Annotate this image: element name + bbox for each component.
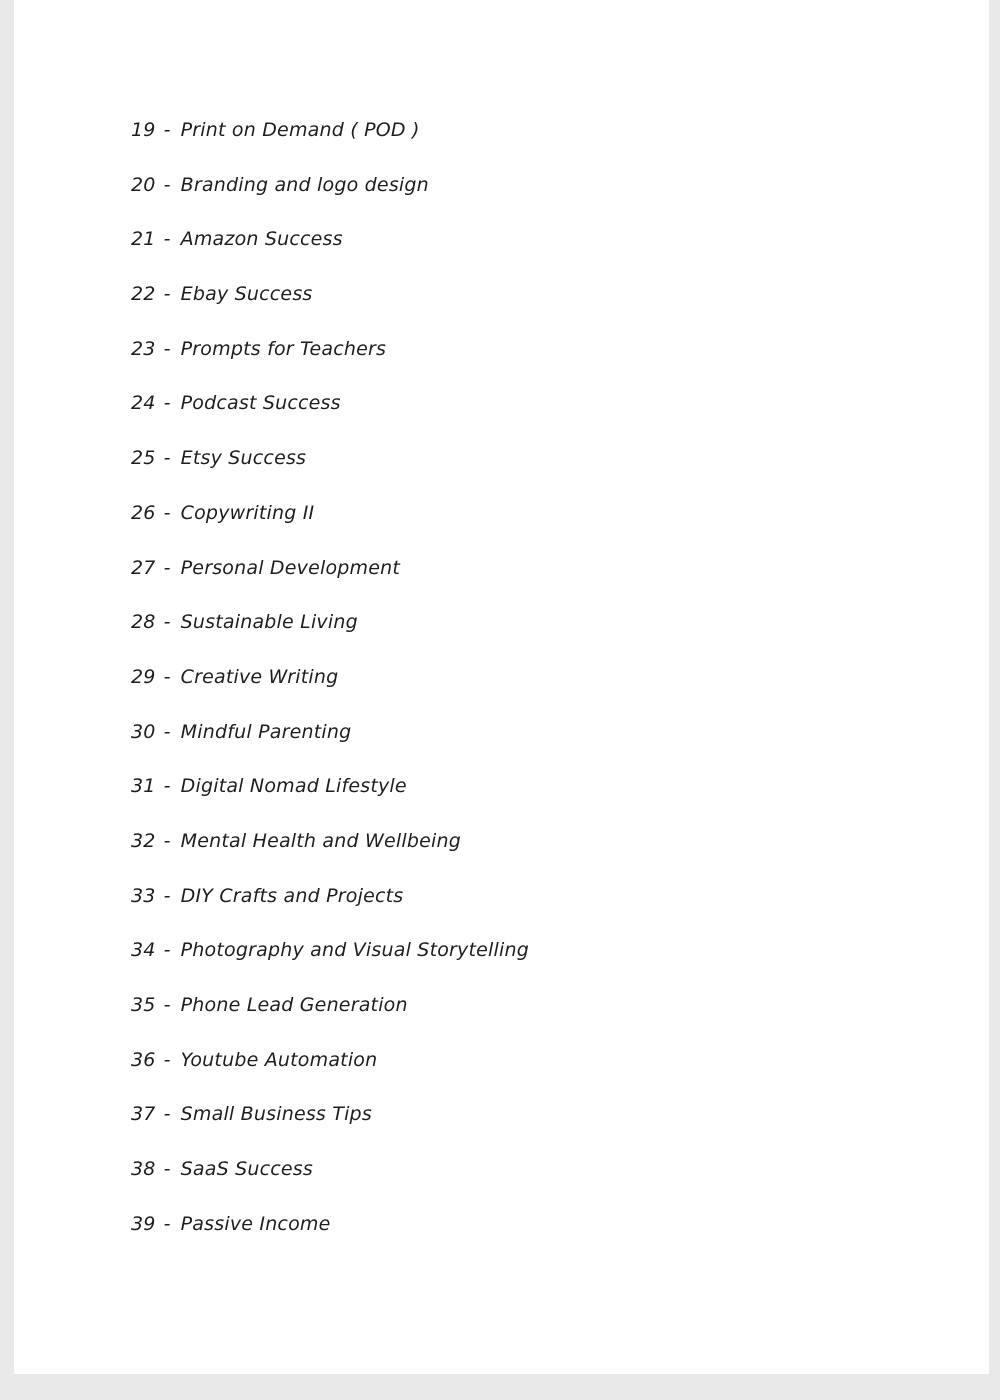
toc-item — [131, 331, 529, 386]
toc-item-separator: - — [163, 720, 171, 743]
toc-item — [131, 440, 529, 495]
toc-item-title: DIY Crafts and Projects — [180, 884, 404, 907]
toc-item-separator: - — [163, 1103, 171, 1126]
toc-item-title: Photography and Visual Storytelling — [180, 939, 529, 962]
toc-item-title: Etsy Success — [180, 447, 307, 470]
toc-item-separator: - — [163, 173, 171, 196]
toc-item-separator: - — [163, 665, 171, 688]
toc-item — [131, 385, 529, 440]
toc-item — [131, 1151, 529, 1206]
toc-item-title: Creative Writing — [180, 665, 339, 688]
toc-item-separator: - — [163, 337, 171, 360]
toc-item — [131, 276, 529, 331]
toc-item — [131, 112, 529, 167]
toc-item-number: 25 — [131, 447, 156, 470]
toc-item-separator: - — [163, 556, 171, 579]
toc-item-title: Print on Demand ( POD ) — [180, 119, 420, 141]
toc-item-separator: - — [163, 611, 171, 634]
toc-item-separator: - — [163, 283, 171, 306]
toc-item-number: 34 — [131, 939, 156, 962]
toc-item-separator: - — [163, 775, 171, 798]
toc-item-number: 28 — [131, 611, 156, 634]
toc-item-number: 35 — [131, 994, 156, 1016]
toc-item-title: Copywriting II — [180, 501, 315, 524]
toc-item-separator: - — [163, 392, 171, 415]
toc-item-separator: - — [163, 1212, 171, 1235]
toc-item-title: Podcast Success — [180, 392, 341, 415]
toc-item-number: 20 — [131, 173, 156, 196]
toc-item-title: Sustainable Living — [180, 611, 358, 634]
toc-item-separator: - — [163, 119, 171, 141]
toc-item-number: 22 — [131, 283, 156, 306]
toc-item-title: Prompts for Teachers — [180, 337, 387, 360]
toc-item-number: 37 — [131, 1103, 156, 1126]
toc-item-separator: - — [163, 939, 171, 962]
toc-list — [131, 112, 529, 1260]
toc-item-number: 29 — [131, 665, 156, 688]
toc-item-title: Small Business Tips — [180, 1103, 372, 1126]
toc-item-separator: - — [163, 829, 171, 852]
toc-item-title: Branding and logo design — [180, 173, 429, 196]
toc-item-title: Ebay Success — [180, 283, 313, 306]
toc-item — [131, 932, 529, 987]
toc-item-title: Mindful Parenting — [180, 720, 352, 743]
toc-item-number: 31 — [131, 775, 156, 798]
toc-item — [131, 1206, 529, 1261]
toc-item — [131, 987, 529, 1042]
toc-item-separator: - — [163, 994, 171, 1016]
toc-item-separator: - — [163, 1158, 171, 1181]
toc-item-title: Personal Development — [180, 556, 401, 579]
toc-item-number: 26 — [131, 501, 156, 524]
toc-item-separator: - — [163, 228, 171, 251]
toc-item-number: 36 — [131, 1048, 156, 1071]
toc-item-separator: - — [163, 884, 171, 907]
toc-item-number: 39 — [131, 1212, 156, 1235]
toc-item-number: 32 — [131, 829, 156, 852]
toc-item — [131, 659, 529, 714]
toc-item — [131, 495, 529, 550]
toc-item-separator: - — [163, 501, 171, 524]
toc-item — [131, 1042, 529, 1097]
toc-item-number: 19 — [131, 119, 156, 141]
toc-item — [131, 167, 529, 222]
toc-item-number: 21 — [131, 228, 156, 251]
toc-item-separator: - — [163, 447, 171, 470]
toc-item-number: 33 — [131, 884, 156, 907]
toc-item-number: 30 — [131, 720, 156, 743]
toc-item-separator: - — [163, 1048, 171, 1071]
toc-item-title: Youtube Automation — [180, 1048, 378, 1071]
toc-item-title: Phone Lead Generation — [180, 994, 408, 1016]
toc-item — [131, 714, 529, 769]
document-page — [14, 0, 989, 1374]
toc-item-number: 27 — [131, 556, 156, 579]
toc-item-title: SaaS Success — [180, 1158, 313, 1181]
toc-item — [131, 604, 529, 659]
toc-item-number: 23 — [131, 337, 156, 360]
toc-item-title: Amazon Success — [180, 228, 343, 251]
toc-item-title: Mental Health and Wellbeing — [180, 829, 461, 852]
toc-item — [131, 768, 529, 823]
toc-item-title: Digital Nomad Lifestyle — [180, 775, 407, 798]
toc-item — [131, 823, 529, 878]
toc-item — [131, 221, 529, 276]
toc-item — [131, 550, 529, 605]
toc-item-title: Passive Income — [180, 1212, 331, 1235]
toc-item-number: 24 — [131, 392, 156, 415]
toc-item — [131, 878, 529, 933]
toc-item-number: 38 — [131, 1158, 156, 1181]
toc-item — [131, 1096, 529, 1151]
